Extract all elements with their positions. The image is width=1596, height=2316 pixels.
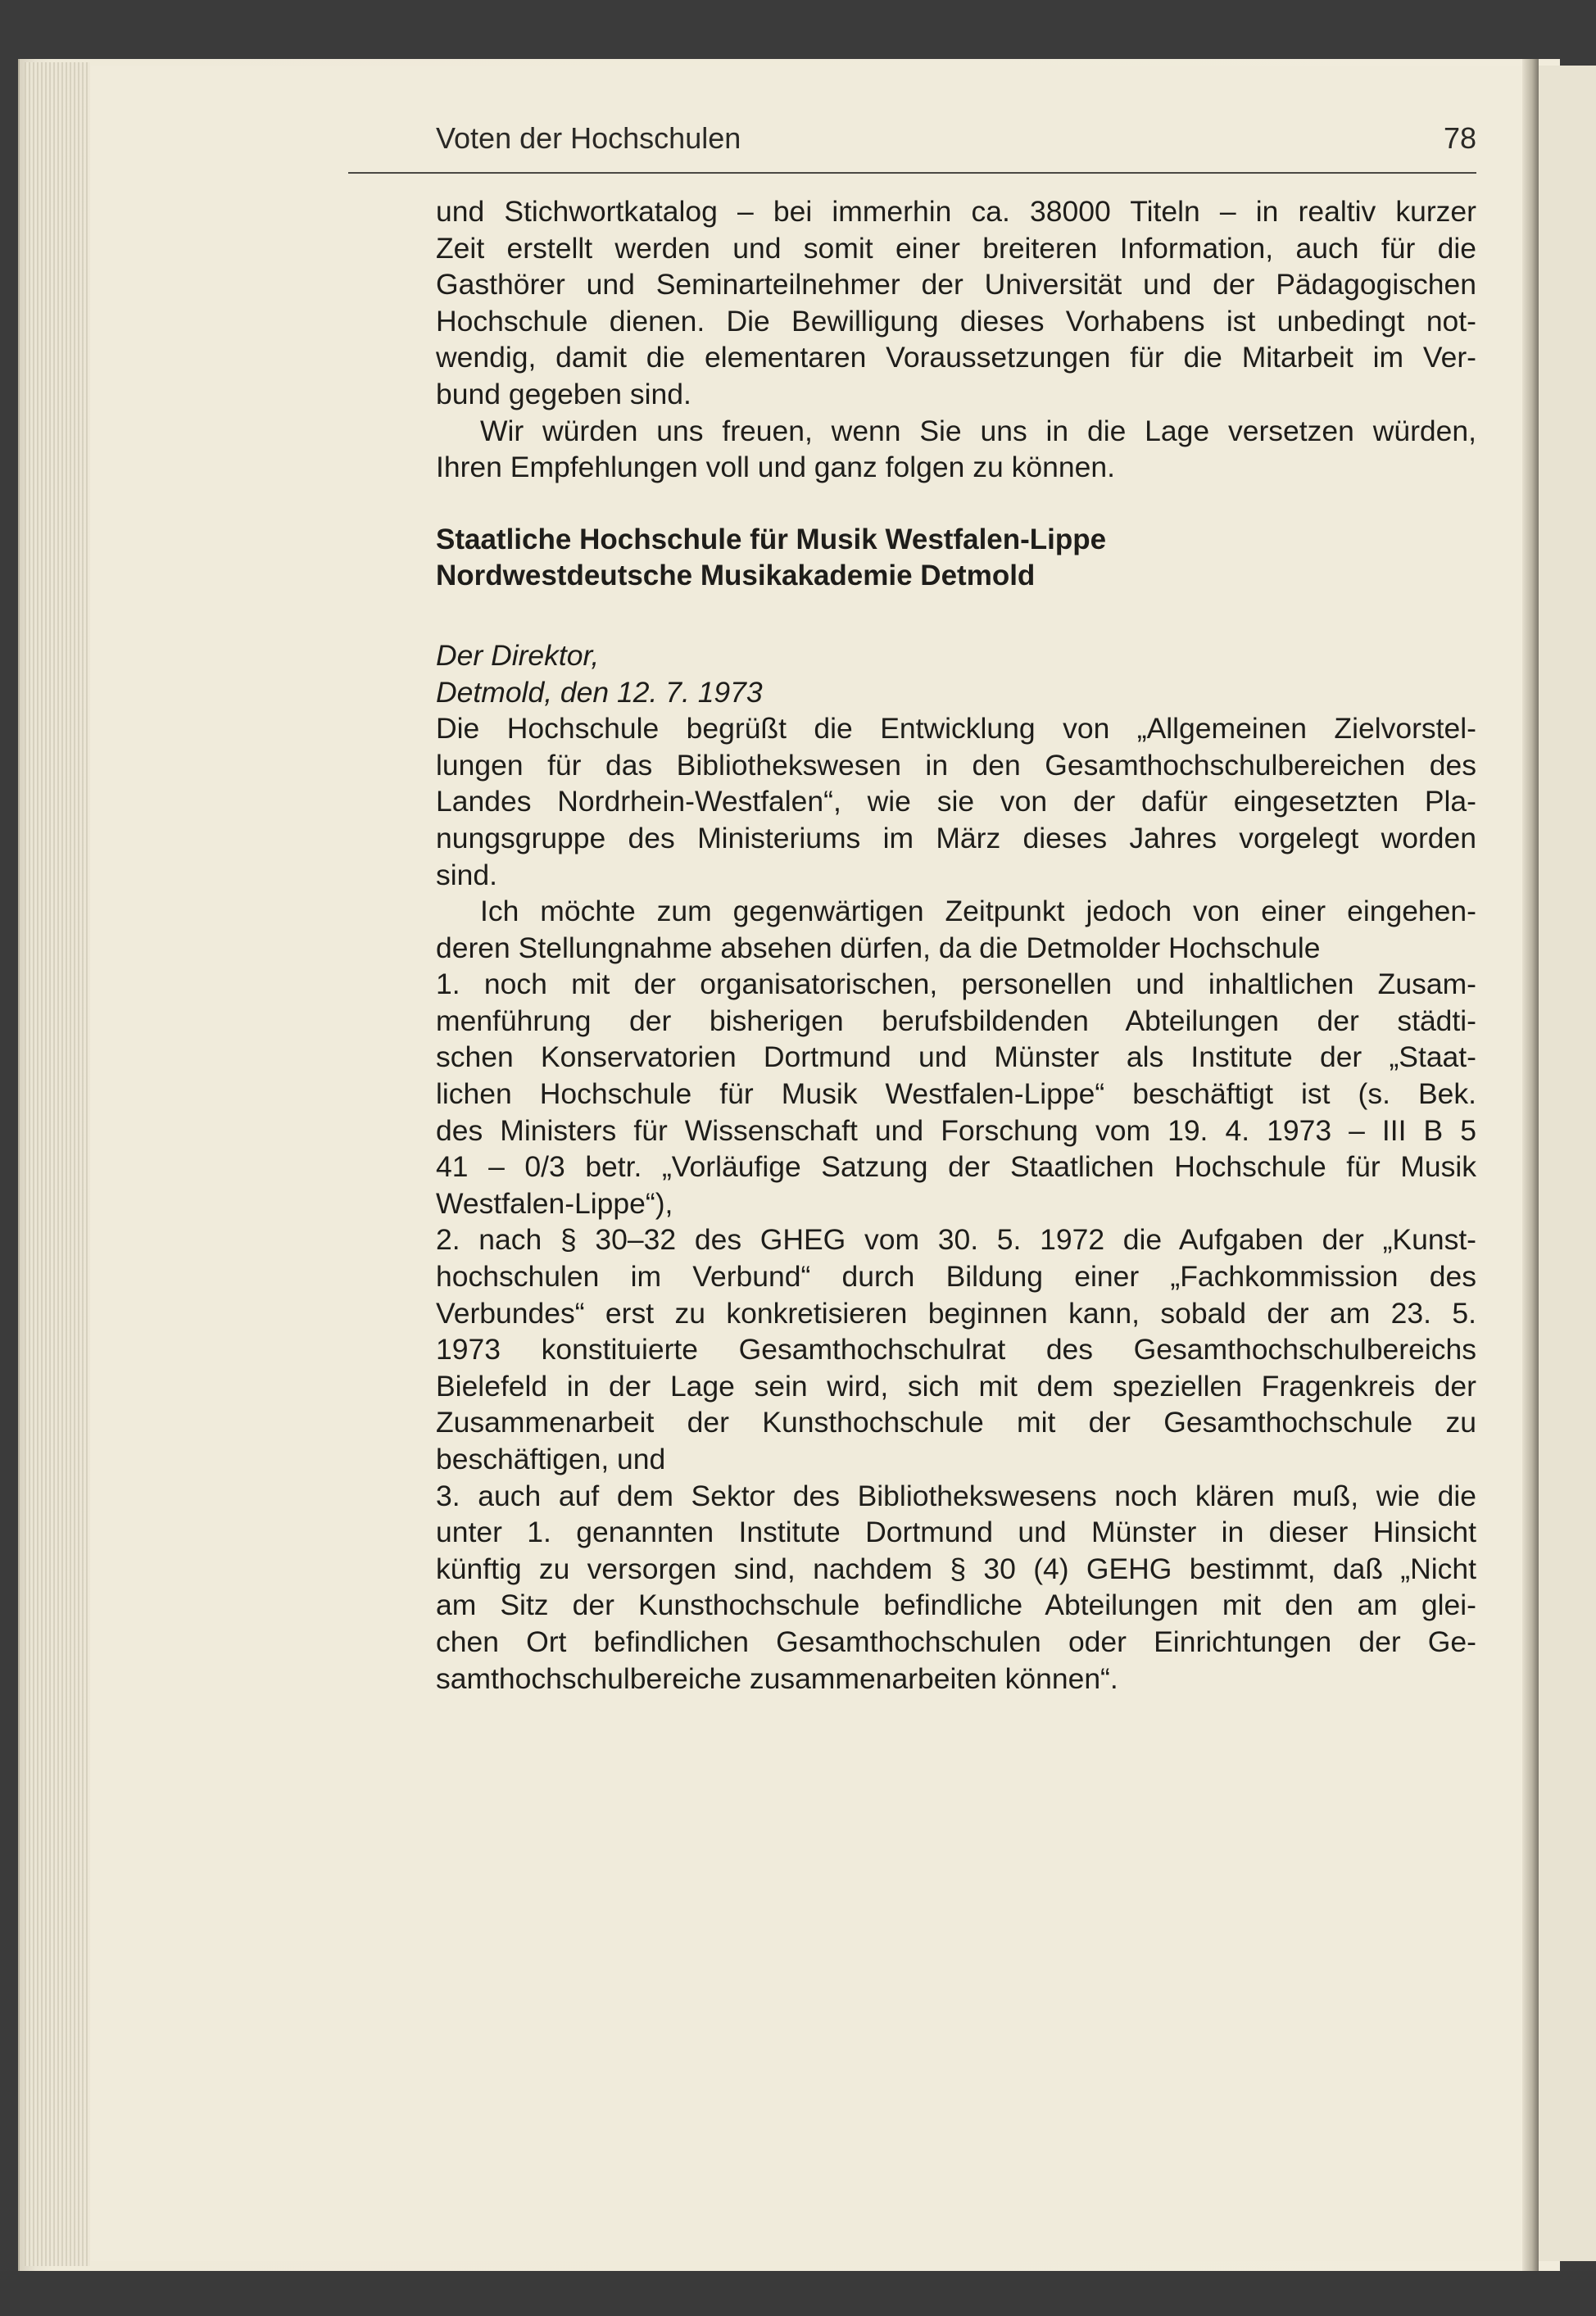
text-line: Hochschule dienen. Die Bewilligung dieses Vorhabens ist unbedingt not-	[436, 304, 1476, 338]
text-line: samthochschulbereiche zusammenarbeiten können“.	[436, 1661, 1118, 1695]
running-head	[436, 121, 1476, 157]
section-heading-line2: Nordwestdeutsche Musikakademie Detmold	[436, 560, 1036, 592]
running-head-title: Voten der Hochschulen	[436, 121, 741, 155]
text-line: 1. noch mit der organisatorischen, personellen und inhaltlichen Zusam-	[436, 968, 1476, 1001]
text-line: Gasthörer und Seminarteilnehmer der Universität und der Pädagogischen	[436, 268, 1476, 301]
text-line: 1973 konstituierte Gesamthochschulrat des Gesamthochschulbereichs	[436, 1333, 1476, 1366]
text-line: unter 1. genannten Institute Dortmund und Münster in dieser Hinsicht	[436, 1516, 1476, 1549]
text-line: nungsgruppe des Ministeriums im März dieses Jahres vorgelegt worden	[436, 821, 1476, 854]
text-line: Verbundes“ erst zu konkretisieren beginnen kann, sobald der am 23. 5.	[436, 1296, 1476, 1330]
text-line: und Stichwortkatalog – bei immerhin ca. 38000 Titeln – in realtiv kurzer	[436, 195, 1476, 228]
text-line: schen Konservatorien Dortmund und Münster als Institute der „Staat-	[436, 1040, 1476, 1074]
list-item-3	[436, 1478, 1476, 1697]
text-line: Landes Nordrhein-Westfalen“, wie sie von der dafür eingesetzten Pla-	[436, 785, 1476, 818]
body-text	[436, 193, 1476, 1697]
paragraph-statement	[436, 893, 1476, 966]
date-line: Detmold, den 12. 7. 1973	[436, 675, 763, 709]
header-rule	[348, 172, 1476, 174]
text-line: 41 – 0/3 betr. „Vorläufige Satzung der Staatlichen Hochschule für Musik	[436, 1150, 1476, 1184]
sender-line: Der Direktor,	[436, 638, 600, 672]
text-line: sind.	[436, 858, 497, 891]
page-edges	[25, 62, 90, 2266]
text-line: menführung der bisherigen berufsbildenden Abteilungen der städti-	[436, 1004, 1476, 1037]
text-line: wendig, damit die elementaren Voraussetzungen für die Mitarbeit im Ver-	[436, 341, 1476, 374]
paragraph-continuation	[436, 193, 1476, 413]
text-line: hochschulen im Verbund“ durch Bildung einer „Fachkommission des	[436, 1260, 1476, 1294]
text-line: des Ministers für Wissenschaft und Forschung vom 19. 4. 1973 – III B 5	[436, 1113, 1476, 1147]
text-line: beschäftigen, und	[436, 1443, 666, 1475]
text-line: Westfalen-Lippe“),	[436, 1186, 673, 1220]
list-item-1	[436, 966, 1476, 1221]
text-line: künftig zu versorgen sind, nachdem § 30 (4) GEHG bestimmt, daß „Nicht	[436, 1552, 1476, 1585]
paragraph-closing	[436, 413, 1476, 486]
text-line: lichen Hochschule für Musik Westfalen-Lippe“ beschäftigt ist (s. Bek.	[436, 1077, 1476, 1111]
text-line: lungen für das Bibliothekswesen in den Gesamthochschulbereichen des	[436, 748, 1476, 782]
text-line: Bielefeld in der Lage sein wird, sich mit dem speziellen Fragenkreis der	[436, 1369, 1476, 1403]
text-line: bund gegeben sind.	[436, 377, 691, 410]
text-line: 2. nach § 30–32 des GHEG vom 30. 5. 1972 die Aufgaben der „Kunst-	[436, 1223, 1476, 1257]
facing-page-edge	[1539, 66, 1596, 2261]
book-gutter	[1522, 59, 1539, 2271]
text-line: Ihren Empfehlungen voll und ganz folgen zu können.	[436, 451, 1115, 484]
section-heading-line1: Staatliche Hochschule für Musik Westfalen-Lippe	[436, 523, 1107, 555]
page-number: 78	[1443, 121, 1476, 155]
text-line: Ich möchte zum gegenwärtigen Zeitpunkt jedoch von einer eingehen-	[480, 895, 1476, 928]
scan-background	[0, 2271, 1596, 2316]
text-line: 3. auch auf dem Sektor des Bibliothekswesens noch klären muß, wie die	[436, 1479, 1476, 1512]
section-heading	[436, 522, 1476, 595]
text-line: am Sitz der Kunsthochschule befindliche Abteilungen mit den am glei-	[436, 1589, 1476, 1622]
text-line: Wir würden uns freuen, wenn Sie uns in die Lage versetzen würden,	[480, 414, 1476, 447]
text-line: Die Hochschule begrüßt die Entwicklung von „Allgemeinen Zielvorstel-	[436, 712, 1476, 746]
text-line: Zusammenarbeit der Kunsthochschule mit der Gesamthochschule zu	[436, 1406, 1476, 1439]
text-line: deren Stellungnahme absehen dürfen, da die Detmolder Hochschule	[436, 931, 1321, 964]
text-line: Zeit erstellt werden und somit einer breiteren Information, auch für die	[436, 231, 1476, 265]
list-item-2	[436, 1221, 1476, 1477]
paragraph-intro	[436, 710, 1476, 893]
text-line: chen Ort befindlichen Gesamthochschulen oder Einrichtungen der Ge-	[436, 1625, 1476, 1658]
